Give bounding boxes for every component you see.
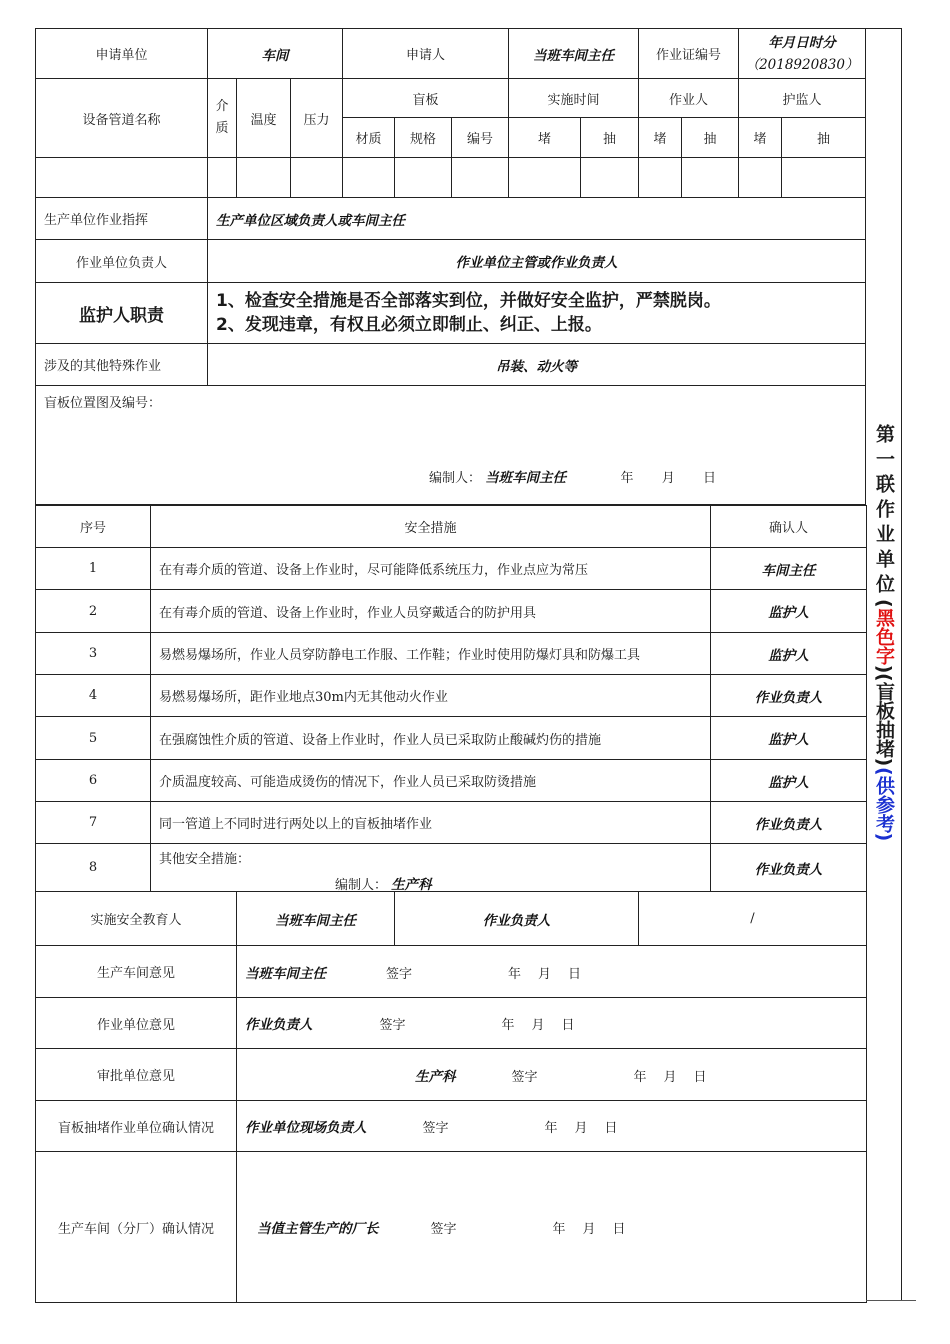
blind-label: 盲板 <box>343 79 509 118</box>
impl-time-label: 实施时间 <box>509 79 639 118</box>
opinion-sign-label: 签字 <box>430 1222 457 1237</box>
measure-text: 易燃易爆场所，作业人员穿防静电工作服、工作鞋；作业时使用防爆灯具和防爆工具 <box>151 633 711 675</box>
impl-pull-label: 抽 <box>581 118 639 158</box>
measure-confirmer: 车间主任 <box>711 548 867 590</box>
measure-confirmer: 作业负责人 <box>711 844 867 892</box>
measure-seq: 4 <box>36 675 151 717</box>
opinion-signer: 当值主管生产的厂长 <box>257 1221 379 1237</box>
measure-confirmer: 监护人 <box>711 633 867 675</box>
worker-label: 作业人 <box>639 79 739 118</box>
apply-unit-value: 车间 <box>208 29 343 79</box>
measure-text: 同一管道上不同时进行两处以上的盲板抽堵作业 <box>151 802 711 844</box>
measure-seq: 2 <box>36 590 151 633</box>
opinion-row <box>36 1152 867 1303</box>
opinion-sign-cell <box>237 998 867 1049</box>
confirmer-header: 确认人 <box>711 506 867 548</box>
side-paren-open: ( <box>873 599 895 608</box>
education-value-1: 当班车间主任 <box>237 892 395 946</box>
other-measure-editor <box>335 873 432 892</box>
measure-seq: 3 <box>36 633 151 675</box>
measure-confirmer: 监护人 <box>711 717 867 760</box>
guardian-duty-line-2: 2、发现违章，有权且必须立即制止、纠正、上报。 <box>216 315 602 335</box>
number-label: 编号 <box>452 118 509 158</box>
opinion-year: 年 <box>633 1069 647 1085</box>
diagram-date-year: 年 <box>620 471 634 486</box>
opinion-signer: 作业负责人 <box>245 1017 313 1033</box>
opinion-label: 审批单位意见 <box>36 1049 237 1101</box>
measure-text: 在强腐蚀性介质的管道、设备上作业时，作业人员已采取防止酸碱灼伤的措施 <box>151 717 711 760</box>
measure-seq: 1 <box>36 548 151 590</box>
opinion-sign-label: 签字 <box>511 1069 538 1085</box>
measure-confirmer: 监护人 <box>711 590 867 633</box>
applicant-label: 申请人 <box>343 29 509 79</box>
opinion-sign-label: 签字 <box>379 1018 406 1033</box>
opinion-sign-label: 签字 <box>386 966 413 982</box>
permit-header-table <box>35 28 866 505</box>
measure-seq: 6 <box>36 760 151 802</box>
measure-row <box>36 675 867 717</box>
applicant-value: 当班车间主任 <box>509 29 639 79</box>
opinion-sign-cell <box>237 1152 867 1303</box>
safety-measures-table <box>35 505 867 892</box>
diagram-editor <box>429 466 716 486</box>
equipment-empty-row <box>36 158 866 198</box>
guardian-plug-label: 堵 <box>739 118 782 158</box>
other-special-label: 涉及的其他特殊作业 <box>36 344 208 386</box>
side-black-text: 黑色字 <box>873 607 895 665</box>
other-measure-text: 其他安全措施： <box>159 852 251 867</box>
measure-seq: 8 <box>36 844 151 892</box>
side-reference: (供参考) <box>873 766 895 842</box>
diagram-date-month: 月 <box>661 471 675 486</box>
seq-header: 序号 <box>36 506 151 548</box>
side-black-text-note <box>872 599 896 673</box>
material-label: 材质 <box>343 118 395 158</box>
work-unit-leader-label: 作业单位负责人 <box>36 240 208 283</box>
production-command-label: 生产单位作业指挥 <box>36 198 208 240</box>
opinion-month: 月 <box>574 1121 588 1136</box>
education-value-2: 作业负责人 <box>395 892 639 946</box>
opinion-day: 日 <box>604 1121 618 1136</box>
opinion-month: 月 <box>531 1018 545 1033</box>
measure-confirmer: 作业负责人 <box>711 802 867 844</box>
guardian-duty-line-1: 1、检查安全措施是否全部落实到位，并做好安全监护，严禁脱岗。 <box>216 291 721 311</box>
measure-text: 易燃易爆场所，距作业地点30m内无其他动火作业 <box>151 675 711 717</box>
opinion-day: 日 <box>568 966 582 982</box>
opinion-label: 生产车间意见 <box>36 946 237 998</box>
guardian-duty-label: 监护人职责 <box>36 283 208 344</box>
measure-text: 在有毒介质的管道、设备上作业时，作业人员穿戴适合的防护用具 <box>151 590 711 633</box>
side-category: (盲板抽堵) <box>873 673 895 767</box>
opinion-signer: 生产科 <box>415 1068 456 1085</box>
opinion-signer: 当班车间主任 <box>245 965 326 982</box>
measure-row <box>36 802 867 844</box>
measure-seq: 7 <box>36 802 151 844</box>
other-measure-cell <box>151 844 711 892</box>
opinion-month: 月 <box>582 1222 596 1237</box>
opinion-year: 年 <box>508 966 522 982</box>
blind-diagram-cell <box>36 386 866 505</box>
guardian-pull-label: 抽 <box>782 118 866 158</box>
opinion-row <box>36 946 867 998</box>
pressure-label: 压力 <box>291 79 343 158</box>
opinion-sign-cell <box>237 1049 867 1101</box>
measure-row <box>36 717 867 760</box>
opinion-sign-label: 签字 <box>422 1121 449 1136</box>
measure-text: 在有毒介质的管道、设备上作业时，尽可能降低系统压力，作业点应为常压 <box>151 548 711 590</box>
opinion-sign-cell <box>237 1101 867 1152</box>
diagram-date-day: 日 <box>703 471 717 486</box>
opinion-day: 日 <box>693 1069 707 1085</box>
impl-plug-label: 堵 <box>509 118 581 158</box>
opinion-row <box>36 1101 867 1152</box>
equipment-name-label: 设备管道名称 <box>36 79 208 158</box>
opinion-year: 年 <box>501 1018 515 1033</box>
other-measure-editor-label: 编制人： <box>335 878 388 892</box>
page-bottom-rule <box>866 1300 916 1301</box>
side-copy-text <box>866 424 902 841</box>
measure-confirmer: 监护人 <box>711 760 867 802</box>
guardian-duty-text <box>208 283 866 344</box>
worker-pull-label: 抽 <box>682 118 739 158</box>
measure-row <box>36 760 867 802</box>
measure-confirmer: 作业负责人 <box>711 675 867 717</box>
side-part1: 第一联作业单位 <box>873 424 895 599</box>
other-special-value: 吊装、动火等 <box>208 344 866 386</box>
measure-seq: 5 <box>36 717 151 760</box>
side-paren-close: ) <box>873 664 895 674</box>
opinion-day: 日 <box>561 1018 575 1033</box>
opinion-year: 年 <box>552 1222 566 1237</box>
worker-plug-label: 堵 <box>639 118 682 158</box>
approval-table <box>35 891 867 1303</box>
diagram-editor-label: 编制人： <box>429 471 482 486</box>
measure-row <box>36 633 867 675</box>
opinion-sign-cell <box>237 946 867 998</box>
education-value-3: / <box>639 892 867 946</box>
apply-unit-label: 申请单位 <box>36 29 208 79</box>
guardian-label: 护监人 <box>739 79 866 118</box>
permit-no-line2: （2018920830） <box>745 56 859 73</box>
measure-row <box>36 548 867 590</box>
side-copy-label <box>866 28 902 1301</box>
spec-label: 规格 <box>395 118 452 158</box>
work-unit-leader-value: 作业单位主管或作业负责人 <box>208 240 866 283</box>
opinion-day: 日 <box>612 1222 626 1237</box>
measure-text: 介质温度较高、可能造成烫伤的情况下，作业人员已采取防烫措施 <box>151 760 711 802</box>
permit-no-value <box>739 29 866 79</box>
blind-diagram-label: 盲板位置图及编号： <box>44 396 162 411</box>
measure-header: 安全措施 <box>151 506 711 548</box>
permit-no-line1: 年月日时分 <box>768 34 836 51</box>
opinion-signer: 作业单位现场负责人 <box>245 1120 367 1136</box>
opinion-label: 生产车间（分厂）确认情况 <box>36 1152 237 1303</box>
opinion-row <box>36 1049 867 1101</box>
opinion-row <box>36 998 867 1049</box>
opinion-label: 作业单位意见 <box>36 998 237 1049</box>
measure-row-other <box>36 844 867 892</box>
opinion-label: 盲板抽堵作业单位确认情况 <box>36 1101 237 1152</box>
permit-no-label: 作业证编号 <box>639 29 739 79</box>
measure-row <box>36 590 867 633</box>
education-label: 实施安全教育人 <box>36 892 237 946</box>
opinion-year: 年 <box>544 1121 558 1136</box>
production-command-value: 生产单位区域负责人或车间主任 <box>208 198 866 240</box>
other-measure-editor-value: 生产科 <box>391 877 432 892</box>
medium-label: 介 质 <box>208 79 237 158</box>
opinion-month: 月 <box>663 1069 677 1085</box>
diagram-editor-value: 当班车间主任 <box>485 470 567 486</box>
opinion-month: 月 <box>538 966 552 982</box>
temp-label: 温度 <box>237 79 291 158</box>
